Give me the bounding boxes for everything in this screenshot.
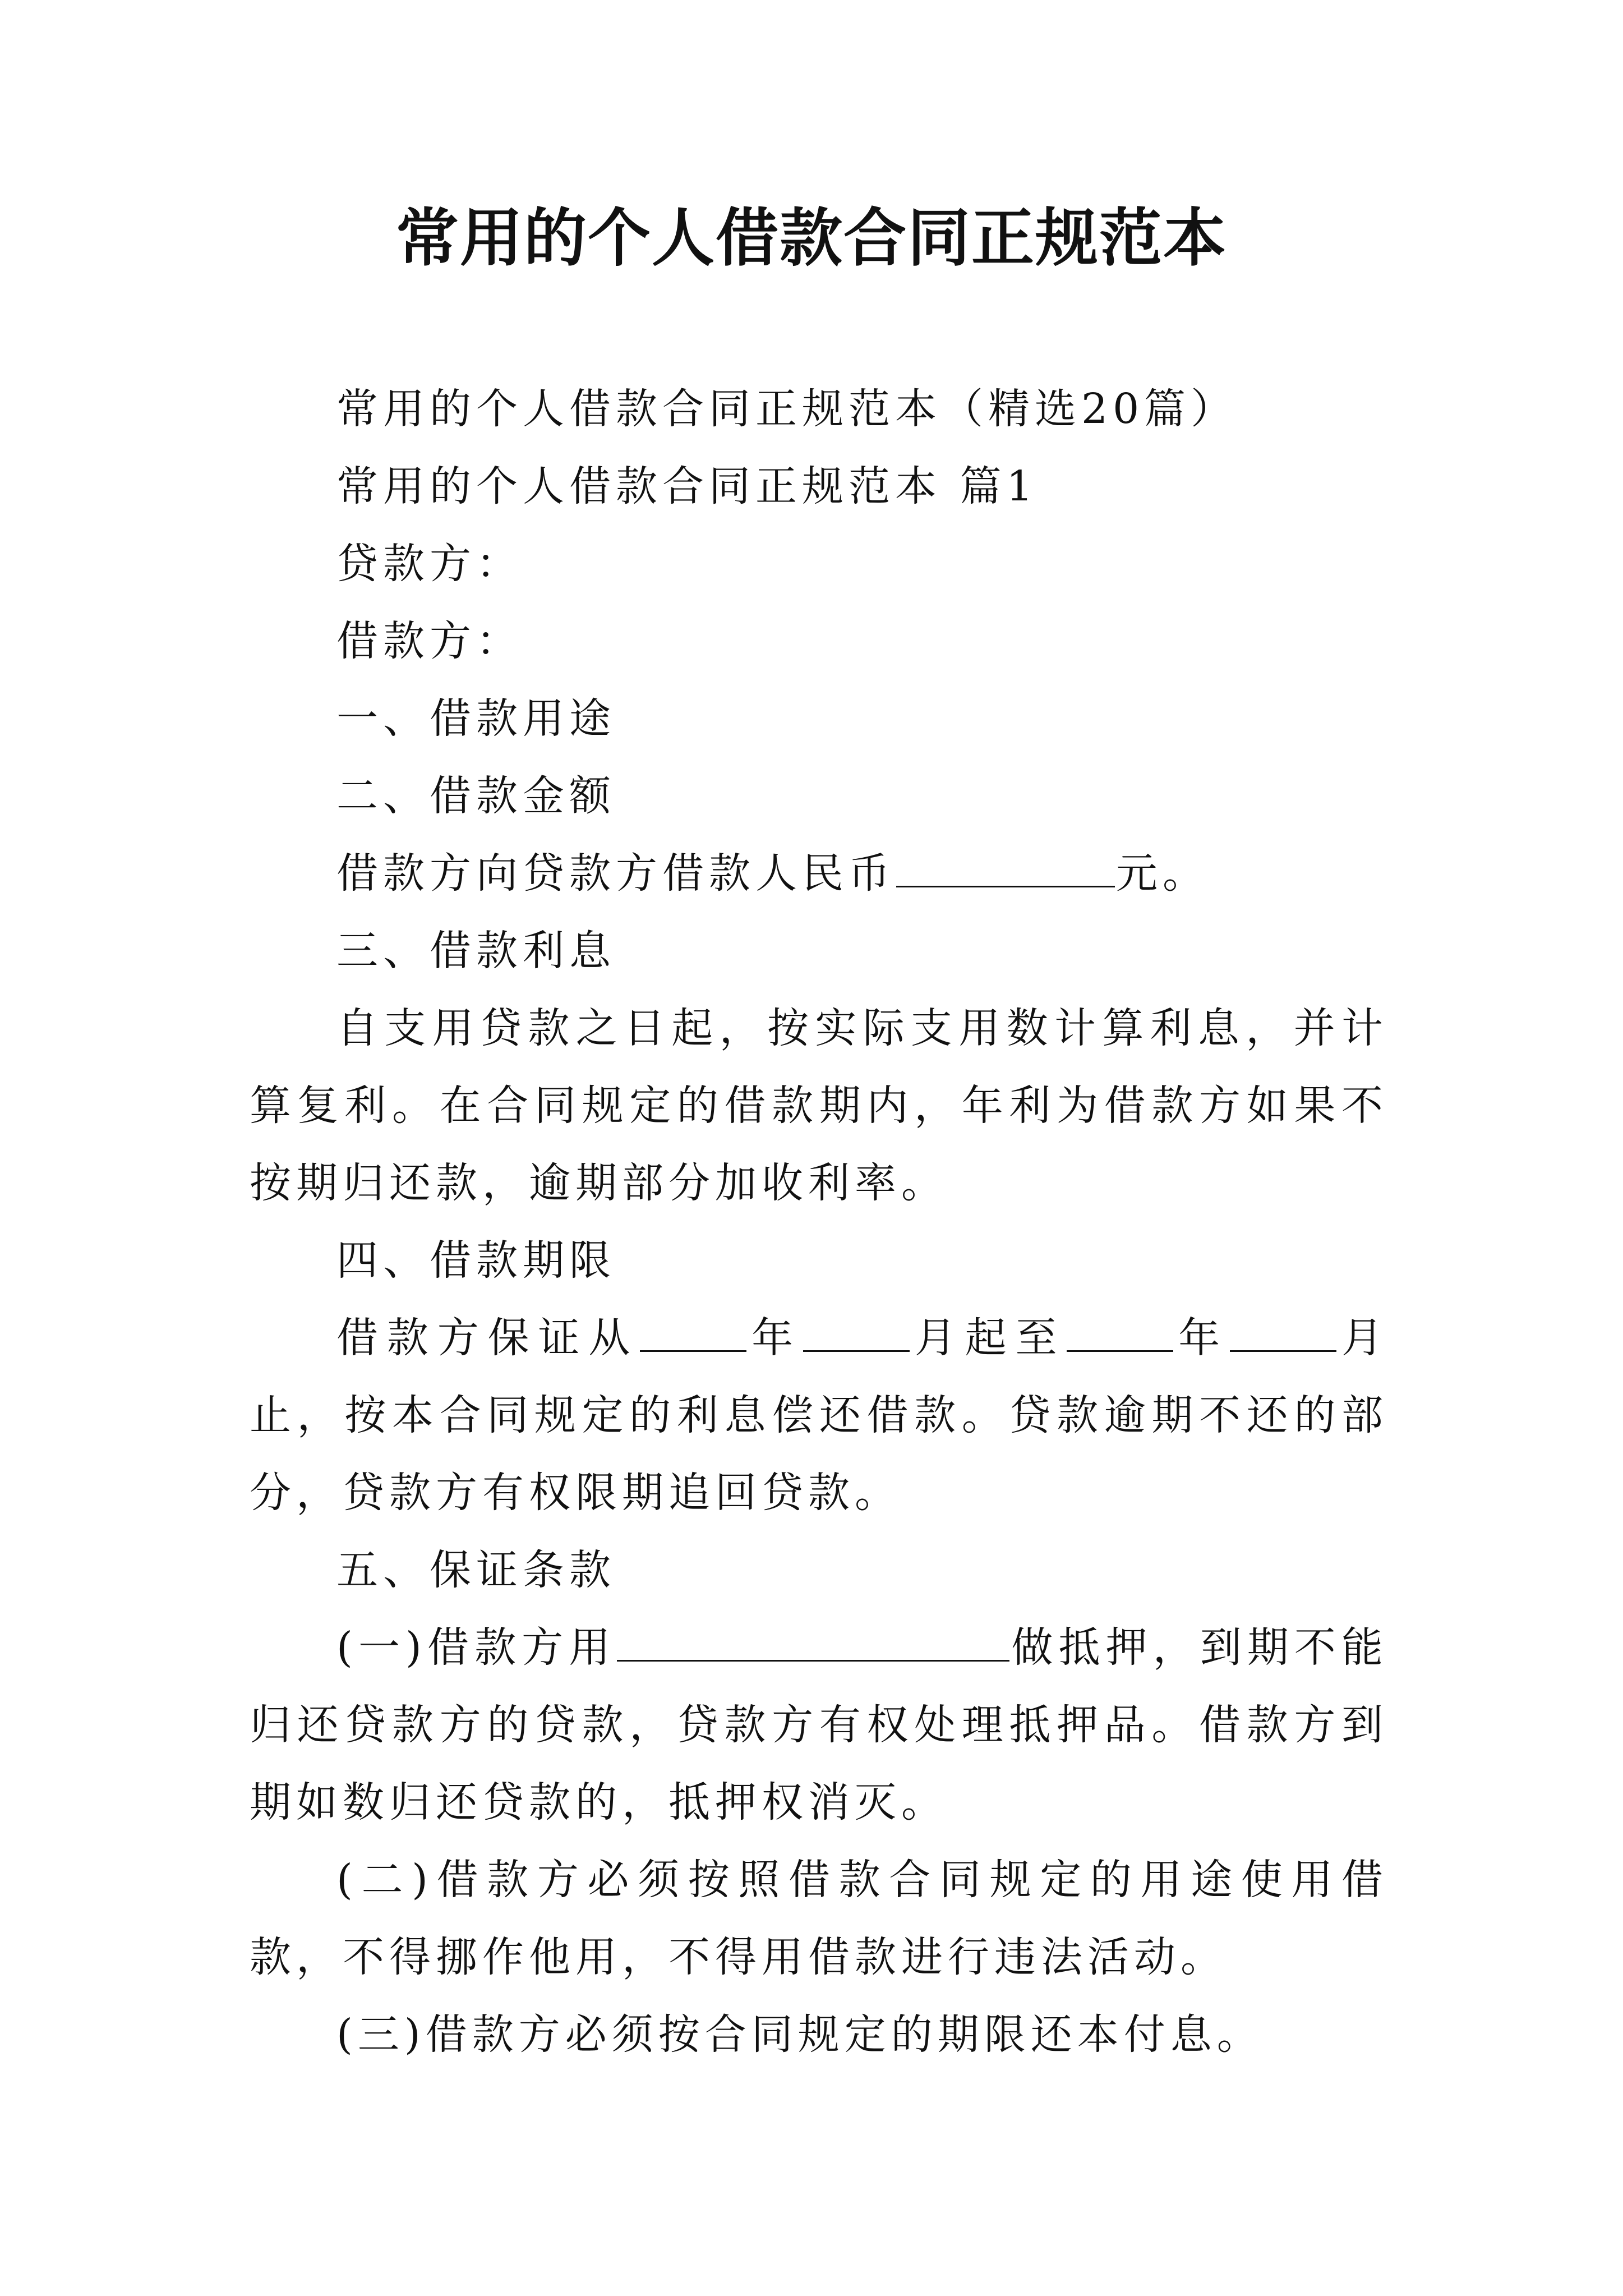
clause-heading-term: 四、借款期限	[336, 1236, 616, 1285]
paragraph-guarantee-1	[250, 1609, 1388, 1841]
amount-text-before: 借款方向贷款方借款人民币	[336, 849, 895, 898]
paragraph-amount	[250, 835, 1388, 912]
end-month-blank	[1230, 1309, 1336, 1352]
paragraph-subtitle: 常用的个人借款合同正规范本（精选20篇）	[336, 385, 1238, 433]
term-text-4: 年	[1174, 1314, 1229, 1362]
paragraph-borrower: 借款方：	[336, 617, 523, 665]
paragraph-term	[250, 1299, 1388, 1531]
end-year-blank	[1067, 1309, 1173, 1352]
paragraph-guarantee-2: (二)借款方必须按照借款合同规定的用途使用借款，不得挪作他用，不得用借款进行违法活动。	[250, 1856, 1388, 1981]
collateral-blank	[617, 1618, 1009, 1662]
guarantee-1-text-before: (一)借款方用	[336, 1623, 616, 1672]
clause-heading-purpose: 一、借款用途	[336, 694, 616, 743]
start-year-blank	[640, 1309, 746, 1352]
paragraph-interest: 自支用贷款之日起，按实际支用数计算利息，并计算复利。在合同规定的借款期内，年利为借款方如果不按期归还款，逾期部分加收利率。	[250, 1004, 1388, 1207]
document-title: 常用的个人借款合同正规范本	[396, 201, 1227, 275]
term-text-2: 年	[748, 1314, 802, 1362]
clause-heading-amount: 二、借款金额	[336, 772, 616, 820]
paragraph-section-heading: 常用的个人借款合同正规范本 篇1	[336, 462, 1038, 510]
term-text-5: 月止，按本合同规定的利息偿还借款。贷款逾期不还的部分，贷款方有权限期追回贷款。	[250, 1314, 1389, 1517]
document-body	[250, 370, 1388, 2073]
clause-heading-interest: 三、借款利息	[336, 927, 616, 975]
paragraph-guarantee-3: (三)借款方必须按合同规定的期限还本付息。	[336, 2010, 1264, 2059]
paragraph-lender: 贷款方：	[336, 540, 523, 588]
amount-text-after: 元。	[1116, 849, 1209, 898]
guarantee-1-text-after: 做抵押，到期不能归还贷款方的贷款，贷款方有权处理抵押品。借款方到期如数归还贷款的，抵押权消灭。	[250, 1623, 1388, 1826]
term-text-1: 借款方保证从	[336, 1314, 639, 1362]
term-text-3: 月起至	[910, 1314, 1066, 1362]
clause-heading-guarantee: 五、保证条款	[336, 1546, 616, 1594]
amount-blank	[896, 844, 1115, 887]
start-month-blank	[803, 1309, 910, 1352]
